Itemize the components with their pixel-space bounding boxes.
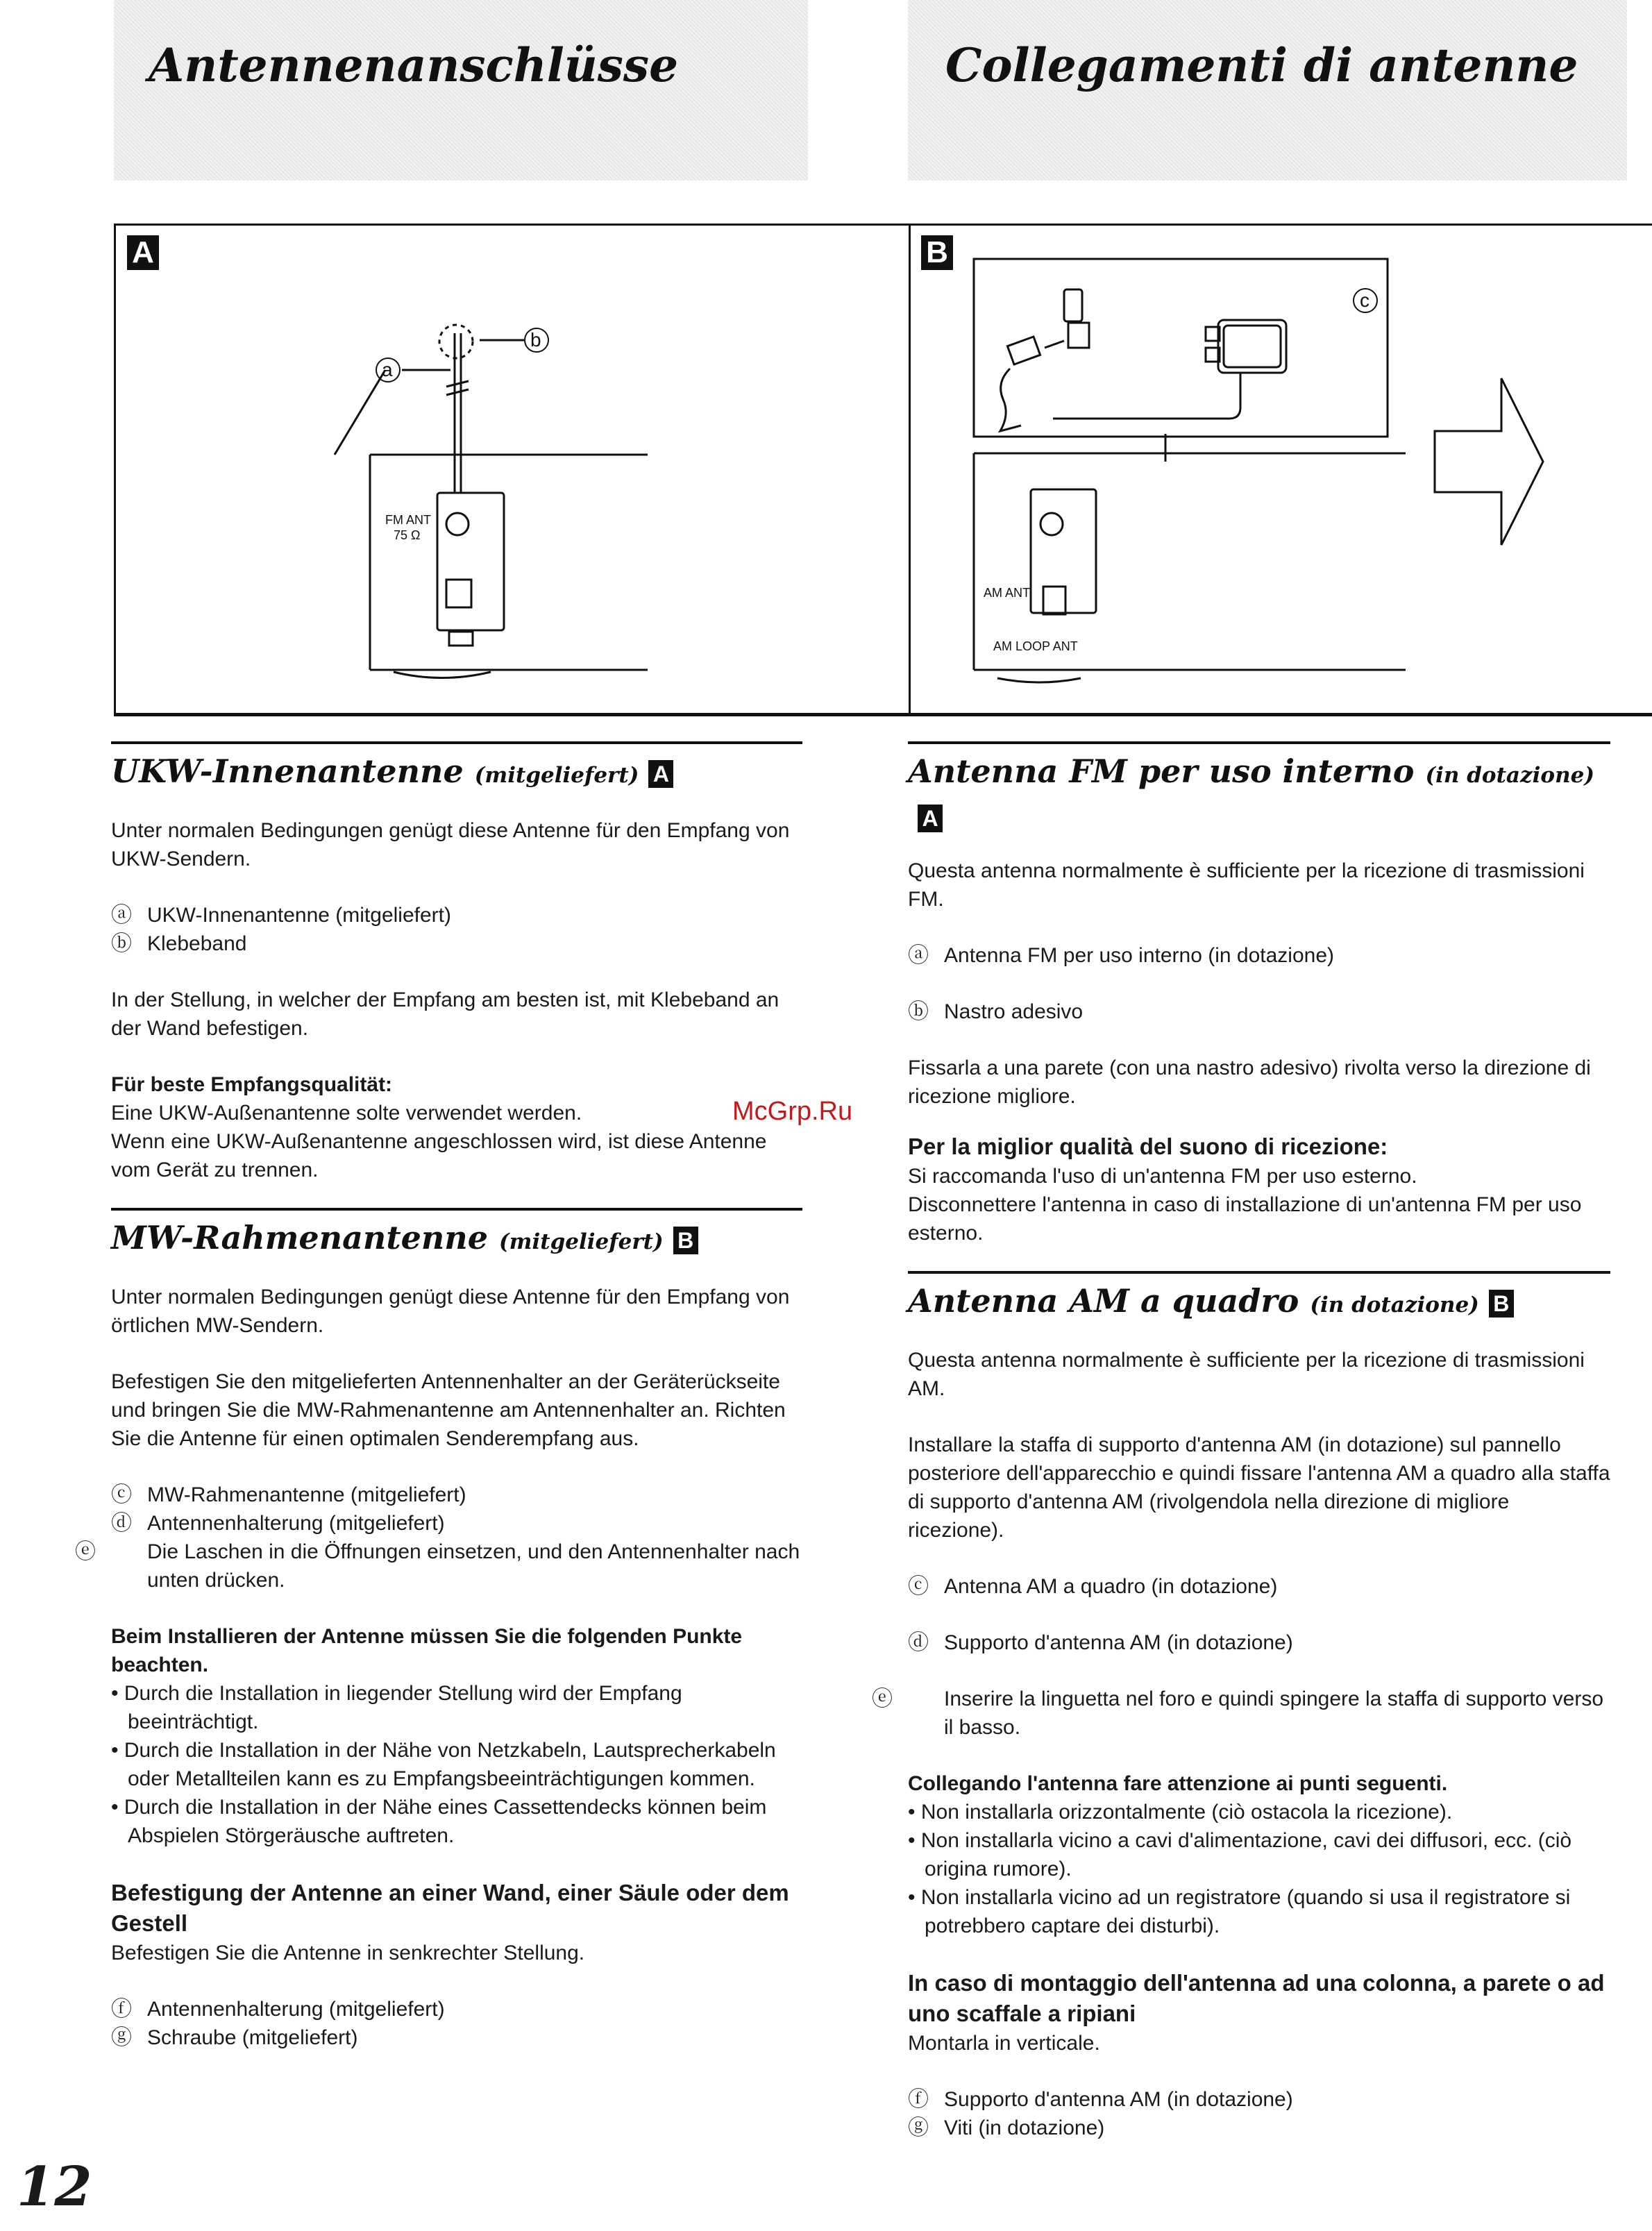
list-item-f: ⓕ Supporto d'antenna AM (in dotazione) — [908, 2088, 1293, 2111]
mount-text: Befestigen Sie die Antenne in senkrechter Stellung. — [111, 1942, 585, 1964]
install-bullet-3: • Non installarla vicino ad un registratore (quando si usa il registratore si potrebbero captare dei disturbi). — [908, 1886, 1571, 1937]
am-install-text: Installare la staffa di supporto d'antenna AM (in dotazione) sul pannello posteriore dell'apparecchio e quindi fissare l'antenna AM a quadro alla staffa di supporto d'antenna AM (rivolgendola nella direzione di migliore ricezione). — [908, 1433, 1610, 1542]
am-intro: Questa antenna normalmente è sufficiente per la ricezione di trasmissioni AM. — [908, 1349, 1585, 1400]
arrow-right-icon — [1435, 378, 1543, 545]
list-item-c: ⓒ MW-Rahmenantenne (mitgeliefert) — [111, 1483, 466, 1506]
best-quality-line1: Eine UKW-Außenantenne solte verwendet werden. — [111, 1102, 582, 1125]
callout-a-label: a — [382, 359, 393, 380]
watermark: McGrp.Ru — [732, 1097, 853, 1126]
section-rule — [908, 741, 1610, 744]
list-item-d: ⓓ Antennenhalterung (mitgeliefert) — [111, 1512, 445, 1535]
ukw-mount-text: In der Stellung, in welcher der Empfang am besten ist, mit Klebeband an der Wand befestigen. — [111, 988, 779, 1040]
header-right-band — [908, 0, 1627, 180]
install-bullet-3: • Durch die Installation in der Nähe eines Cassettendecks können beim Abspielen Störgeräusche auftreten. — [111, 1796, 767, 1847]
mount-text: Montarla in verticale. — [908, 2032, 1100, 2055]
inset-box — [974, 259, 1388, 437]
section-title-am-quadro: Antenna AM a quadro (in dotazione) B — [908, 1281, 1610, 1325]
section-title-fm-interno: Antenna FM per uso interno (in dotazione)A — [908, 752, 1595, 831]
best-quality-heading: Per la miglior qualità del suono di ricezione: — [908, 1134, 1388, 1159]
am-ant-label: AM ANT — [984, 586, 1031, 600]
best-quality-heading: Für beste Empfangsqualität: — [111, 1073, 393, 1096]
list-item-a: ⓐ UKW-Innenantenne (mitgeliefert) — [111, 904, 451, 927]
panel-b-label: B — [921, 235, 953, 270]
ukw-intro: Unter normalen Bedingungen genügt diese Antenne für den Empfang von UKW-Sendern. — [111, 819, 790, 870]
page-number: 12 — [17, 2155, 92, 2219]
header-left-band — [114, 0, 808, 180]
section-rule — [111, 1208, 802, 1211]
mw-install-text: Befestigen Sie den mitgelieferten Antennenhalter an der Geräterückseite und bringen Sie die MW-Rahmenantenne am Antennenhalter an. Richten Sie die Antenne für einen optimalen Senderempfang aus. — [111, 1370, 786, 1450]
list-item-d: ⓓ Supporto d'antenna AM (in dotazione) — [908, 1631, 1293, 1654]
mount-heading: In caso di montaggio dell'antenna ad una colonna, a parete o ad uno scaffale a ripiani — [908, 1970, 1605, 2026]
install-bullet-2: • Non installarla vicino a cavi d'alimentazione, cavi dei diffusori, ecc. (ciò origina rumore). — [908, 1829, 1572, 1880]
list-item-e: ⓔ Inserire la linguetta nel foro e quindi spingere la staffa di supporto verso il basso. — [872, 1687, 1604, 1739]
page-title-italian: Collegamenti di antenne — [945, 38, 1578, 92]
fm-ohm-label: 75 Ω — [394, 528, 421, 542]
list-item-b: ⓑ Nastro adesivo — [908, 1000, 1084, 1023]
mount-heading: Befestigung der Antenne an einer Wand, einer Säule oder dem Gestell — [111, 1880, 789, 1936]
antenna-diagram — [116, 226, 1652, 713]
install-bullet-1: • Non installarla orizzontalmente (ciò ostacola la ricezione). — [908, 1801, 1453, 1824]
fm-intro: Questa antenna normalmente è sufficiente per la ricezione di trasmissioni FM. — [908, 859, 1585, 911]
best-quality-line1: Si raccomanda l'uso di un'antenna FM per uso esterno. — [908, 1165, 1417, 1188]
section-title-ukw: UKW-Innenantenne (mitgeliefert) A — [111, 751, 802, 795]
fm-ant-label: FM ANT — [385, 513, 431, 527]
section-rule — [111, 741, 802, 744]
italian-column — [872, 741, 1610, 2142]
section-title-mw: MW-Rahmenantenne (mitgeliefert) B — [111, 1218, 802, 1262]
callout-c-label: c — [1360, 289, 1369, 311]
mw-intro: Unter normalen Bedingungen genügt diese Antenne für den Empfang von örtlichen MW-Sendern. — [111, 1286, 790, 1337]
install-bullet-1: • Durch die Installation in liegender Stellung wird der Empfang beeinträchtigt. — [111, 1682, 682, 1733]
section-rule — [908, 1271, 1610, 1274]
best-quality-line2: Wenn eine UKW-Außenantenne angeschlossen wird, ist diese Antenne vom Gerät zu trennen. — [111, 1130, 767, 1181]
list-item-a: ⓐ Antenna FM per uso interno (in dotazione) — [908, 944, 1334, 967]
install-notes-heading: Collegando l'antenna fare attenzione ai punti seguenti. — [908, 1772, 1448, 1795]
am-loop-antenna — [1218, 320, 1286, 373]
list-item-c: ⓒ Antenna AM a quadro (in dotazione) — [908, 1575, 1278, 1598]
fm-jack-plate — [437, 493, 504, 630]
best-quality-line2: Disconnettere l'antenna in caso di installazione di un'antenna FM per uso esterno. — [908, 1193, 1582, 1245]
install-notes-heading: Beim Installieren der Antenne müssen Sie die folgenden Punkte beachten. — [111, 1625, 743, 1676]
list-item-f: ⓕ Antennenhalterung (mitgeliefert) — [111, 1998, 445, 2021]
am-loop-ant-label: AM LOOP ANT — [993, 639, 1078, 653]
page-title-german: Antennenanschlüsse — [149, 38, 679, 92]
list-item-g: ⓖ Schraube (mitgeliefert) — [111, 2026, 358, 2049]
tape-indicator — [439, 325, 473, 358]
install-bullet-2: • Durch die Installation in der Nähe von Netzkabeln, Lautsprecherkabeln oder Metallteilen kann es zu Empfangsbeeinträchtigungen kommen. — [111, 1739, 776, 1790]
list-item-e: ⓔ Die Laschen in die Öffnungen einsetzen, und den Antennenhalter nach unten drücken. — [75, 1540, 800, 1592]
list-item-g: ⓖ Viti (in dotazione) — [908, 2116, 1105, 2139]
german-column — [75, 741, 802, 2052]
figure-panel — [114, 224, 1652, 716]
panel-a-label: A — [127, 235, 159, 270]
callout-b-label: b — [530, 329, 541, 351]
list-item-b: ⓑ Klebeband — [111, 932, 247, 955]
fm-mount-text: Fissarla a una parete (con una nastro adesivo) rivolta verso la direzione di ricezione migliore. — [908, 1056, 1591, 1108]
